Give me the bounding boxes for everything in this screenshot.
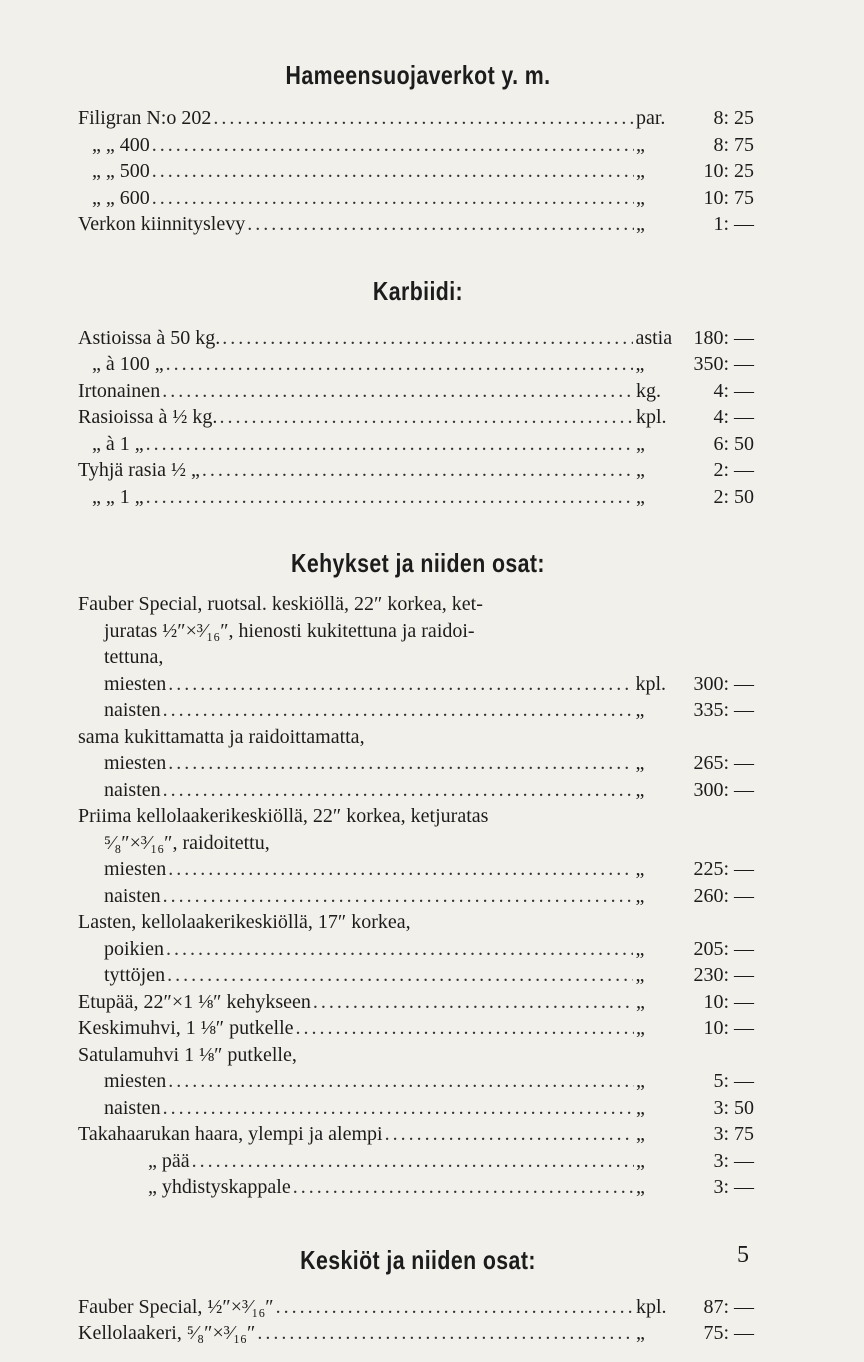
item-price: 300: — <box>693 672 754 695</box>
item-label: Irtonainen <box>78 379 161 402</box>
leader-dots <box>385 1121 634 1148</box>
item-unit: astia <box>635 326 673 349</box>
item-label: Rasioissa à ½ kg. <box>78 406 218 428</box>
intro-line: tettuna, <box>104 646 164 668</box>
price-row <box>78 105 758 132</box>
item-label: Verkon kiinnityslevy <box>78 213 246 235</box>
leader-dots <box>192 1148 634 1175</box>
priima-line: Priima kellolaakerikeskiöllä, 22″ korkea, ketjuratas <box>78 805 489 827</box>
leader-dots <box>167 962 633 989</box>
item-label: „ „ 500 <box>92 160 150 182</box>
price-row <box>78 936 758 963</box>
kehykset-list-a <box>78 671 758 724</box>
item-unit: „ <box>635 858 645 880</box>
item-price: 205: — <box>693 937 754 960</box>
keskiot-list <box>78 1294 758 1347</box>
item-price: 4: — <box>713 406 754 428</box>
item-price: 265: — <box>693 752 754 774</box>
price-row <box>78 431 758 458</box>
item-unit: par. <box>636 107 666 129</box>
satula-line: Satulamuhvi 1 ⅛″ putkelle, <box>78 1043 297 1066</box>
leader-dots <box>219 404 634 431</box>
item-label: „ pää <box>148 1149 190 1172</box>
item-unit: „ <box>636 160 645 182</box>
price-row <box>78 962 758 989</box>
price-row <box>78 1174 758 1201</box>
item-unit: kpl. <box>635 672 666 695</box>
leader-dots <box>202 457 634 484</box>
item-unit: „ <box>636 1070 645 1092</box>
leader-dots <box>152 158 634 185</box>
item-price: 3: 50 <box>713 1096 754 1119</box>
section-title-hameensuojaverkot: Hameensuojaverkot y. m. <box>285 60 551 90</box>
price-row <box>104 883 758 910</box>
sama-line: sama kukittamatta ja raidoittamatta, <box>78 725 365 748</box>
item-label: miesten <box>104 858 167 880</box>
item-price: 2: 50 <box>713 485 754 508</box>
item-unit: „ <box>636 133 645 156</box>
price-row <box>78 1294 758 1321</box>
leader-dots <box>152 185 634 212</box>
price-row <box>78 351 758 378</box>
item-unit: „ <box>636 1322 645 1344</box>
kehykset-list-e <box>78 1068 758 1201</box>
price-row <box>78 1095 758 1122</box>
price-row <box>104 671 758 698</box>
item-unit: „ <box>636 1017 645 1039</box>
price-row <box>78 211 758 238</box>
item-price: 75: — <box>703 1322 754 1344</box>
item-price: 3: 75 <box>713 1123 754 1145</box>
item-price: 350: — <box>693 353 754 375</box>
item-unit: „ <box>635 884 645 907</box>
item-label: „ yhdistyskappale <box>148 1176 291 1198</box>
item-unit: „ <box>635 964 645 986</box>
leader-dots <box>146 484 634 511</box>
kehykset-list-c <box>78 856 758 909</box>
leader-dots <box>163 777 634 804</box>
priima-line: ⁵⁄₈″×³⁄₁₆″, raidoitettu, <box>104 831 270 854</box>
item-label: poikien <box>104 937 164 960</box>
section-title-karbiidi: Karbiidi: <box>372 275 464 306</box>
price-row <box>78 378 758 405</box>
leader-dots <box>247 211 634 238</box>
item-label: naisten <box>104 699 161 721</box>
item-unit: „ <box>635 752 645 774</box>
leader-dots <box>166 936 633 963</box>
item-label: naisten <box>104 1096 161 1119</box>
price-row <box>78 185 758 212</box>
leader-dots <box>168 1068 634 1095</box>
leader-dots <box>146 431 634 458</box>
item-unit: „ <box>635 353 645 375</box>
leader-dots <box>152 132 634 159</box>
item-price: 230: — <box>693 964 754 986</box>
kehykset-intro <box>78 591 758 671</box>
kehykset-list-d <box>78 936 758 1042</box>
catalog-page <box>78 60 758 1347</box>
leader-dots <box>296 1015 634 1042</box>
leader-dots <box>276 1294 634 1321</box>
item-price: 4: — <box>713 379 754 402</box>
leader-dots <box>163 697 634 724</box>
item-price: 225: — <box>693 858 754 880</box>
item-price: 260: — <box>693 884 754 907</box>
item-label: naisten <box>104 778 161 801</box>
item-label: Filigran N:o 202 <box>78 107 212 129</box>
priima-paragraph <box>78 803 758 856</box>
section-title-keskiot: Keskiöt ja niiden osat: <box>300 1244 536 1275</box>
item-unit: „ <box>636 485 645 508</box>
item-label: Kellolaakeri, ⁵⁄₈″×³⁄₁₆″ <box>78 1322 256 1344</box>
price-row <box>78 1320 758 1347</box>
leader-dots <box>293 1174 634 1201</box>
item-label: Keskimuhvi, 1 ⅛″ putkelle <box>78 1017 294 1039</box>
intro-line: juratas ½″×³⁄₁₆″, hienosti kukitettuna ja raidoi- <box>104 619 475 642</box>
item-label: „ „ 600 <box>92 186 150 209</box>
price-row <box>78 158 758 185</box>
leader-dots <box>166 351 634 378</box>
item-label: „ „ 1 „ <box>92 485 144 508</box>
item-price: 10: — <box>703 1017 754 1039</box>
leader-dots <box>222 325 633 352</box>
item-unit: „ <box>635 699 645 721</box>
leader-dots <box>162 378 634 405</box>
item-unit: „ <box>636 459 645 481</box>
item-unit: „ <box>635 778 645 801</box>
item-price: 10: — <box>703 990 754 1013</box>
item-label: tyttöjen <box>104 964 166 986</box>
kehykset-list-b <box>78 750 758 803</box>
item-price: 3: — <box>713 1149 754 1172</box>
karbiidi-list <box>78 325 758 511</box>
leader-dots <box>168 750 633 777</box>
price-row <box>104 856 758 883</box>
item-price: 8: 25 <box>713 107 754 129</box>
price-row <box>78 1015 758 1042</box>
leader-dots <box>163 883 634 910</box>
hameensuojaverkot-list <box>78 105 758 238</box>
leader-dots <box>168 856 633 883</box>
price-row <box>78 989 758 1016</box>
leader-dots <box>168 671 633 698</box>
item-price: 3: — <box>713 1176 754 1198</box>
item-label: Tyhjä rasia ½ „ <box>78 459 200 481</box>
item-label: „ à 1 „ <box>92 432 144 455</box>
price-row <box>78 404 758 431</box>
item-unit: „ <box>636 990 645 1013</box>
item-unit: „ <box>636 1123 645 1145</box>
item-unit: „ <box>635 937 645 960</box>
intro-line: Fauber Special, ruotsal. keskiöllä, 22″ korkea, ket- <box>78 593 483 615</box>
item-price: 300: — <box>693 778 754 801</box>
item-unit: kpl. <box>636 406 667 428</box>
lasten-line: Lasten, kellolaakerikeskiöllä, 17″ korkea, <box>78 911 411 933</box>
price-row <box>78 457 758 484</box>
price-row <box>78 1121 758 1148</box>
item-price: 2: — <box>713 459 754 481</box>
item-price: 5: — <box>713 1070 754 1092</box>
item-label: Etupää, 22″×1 ⅛″ kehykseen <box>78 990 311 1013</box>
item-unit: „ <box>636 1176 645 1198</box>
leader-dots <box>213 105 634 132</box>
item-price: 1: — <box>713 213 754 235</box>
price-row <box>78 325 758 352</box>
page-number: 5 <box>737 1242 749 1268</box>
price-row <box>78 484 758 511</box>
price-row <box>78 1068 758 1095</box>
item-price: 335: — <box>693 699 754 721</box>
item-price: 8: 75 <box>713 133 754 156</box>
item-price: 6: 50 <box>713 432 754 455</box>
leader-dots <box>257 1320 634 1347</box>
price-row <box>104 750 758 777</box>
item-price: 180: — <box>693 326 754 349</box>
item-unit: „ <box>636 1149 645 1172</box>
item-label: miesten <box>104 752 167 774</box>
item-unit: „ <box>636 213 645 235</box>
item-unit: „ <box>636 1096 645 1119</box>
item-label: „ à 100 „ <box>92 353 164 375</box>
item-label: miesten <box>104 1070 167 1092</box>
item-price: 10: 75 <box>703 186 754 209</box>
item-price: 10: 25 <box>703 160 754 182</box>
item-label: Takahaarukan haara, ylempi ja alempi <box>78 1123 383 1145</box>
leader-dots <box>163 1095 634 1122</box>
item-unit: kg. <box>636 379 661 402</box>
item-label: naisten <box>104 884 161 907</box>
price-row <box>104 777 758 804</box>
item-unit: kpl. <box>636 1295 667 1318</box>
price-row <box>78 1148 758 1175</box>
item-label: „ „ 400 <box>92 133 150 156</box>
leader-dots <box>313 989 634 1016</box>
item-label: miesten <box>104 672 167 695</box>
item-price: 87: — <box>703 1295 754 1318</box>
item-label: Fauber Special, ½″×³⁄₁₆″ <box>78 1295 274 1318</box>
price-row <box>104 697 758 724</box>
item-unit: „ <box>636 432 645 455</box>
section-title-kehykset: Kehykset ja niiden osat: <box>291 548 545 578</box>
item-label: Astioissa à 50 kg. <box>78 326 221 349</box>
item-unit: „ <box>636 186 645 209</box>
price-row <box>78 132 758 159</box>
